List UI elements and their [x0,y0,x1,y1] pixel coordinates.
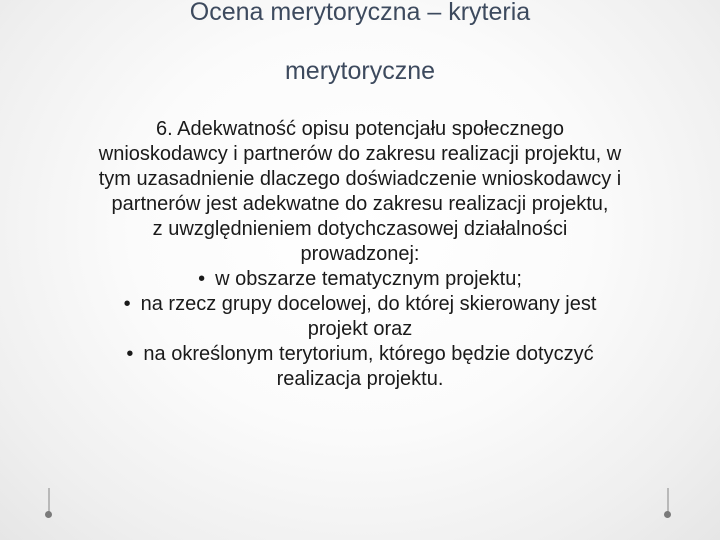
bullet-icon: • [126,343,134,365]
bullet-icon: • [198,268,206,290]
bullet-item-target-group [40,292,680,317]
criterion-line: partnerów jest adekwatne do zakresu realizacji projektu, [111,193,609,215]
criterion-line: z uwzględnieniem dotychczasowej działalności [152,218,568,240]
decorative-dot-right [664,511,671,518]
criterion-line: tym uzasadnienie dlaczego doświadczenie wnioskodawcy i [98,168,622,190]
slide-body [40,117,680,392]
bullet-text-continuation: projekt oraz [307,318,413,340]
bullet-item-territory [40,342,680,367]
bullet-text: na określonym terytorium, którego będzie dotyczyć [143,343,594,365]
bullet-text-continuation: realizacja projektu. [276,368,444,390]
bullet-text: w obszarze tematycznym projektu; [215,268,522,290]
bullet-text: na rzecz grupy docelowej, do której skierowany jest [140,293,597,315]
bullet-item-thematic-area [40,267,680,292]
criterion-line: 6. Adekwatność opisu potencjału społecznego [155,118,565,140]
slide-title-line-2: merytoryczne [284,57,436,85]
slide-title-line-1: Ocena merytoryczna – kryteria [189,0,531,26]
criterion-line: prowadzonej: [300,243,420,265]
decorative-dot-left [45,511,52,518]
bullet-icon: • [123,293,131,315]
criterion-line: wnioskodawcy i partnerów do zakresu realizacji projektu, w [98,143,622,165]
